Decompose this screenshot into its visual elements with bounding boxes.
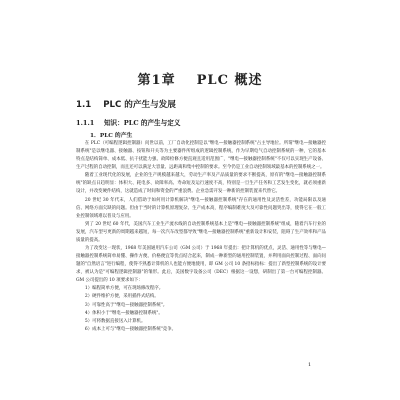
section-heading: [76, 98, 176, 110]
list-item: 5）可将数据直接送入计算机。: [84, 318, 146, 324]
requirements-list: [76, 285, 326, 333]
chapter-title: PLC 概述: [196, 73, 263, 88]
subsection-title: 知识：PLC 的产生与定义: [103, 119, 181, 127]
list-item: 6）成本上可与"继电—接触器控制系统"竞争。: [84, 326, 177, 332]
paragraph: 20 世纪 30 年代末，人们借助于如何用计算机解决"继电—接触器控制系统"存在的通用性及灵活性差，功能局限以及通信、网络方面欠缺的问题。但由于当时的计算机原理复杂、生产成本高，程序编制难度大及可靠性问题突出等，使得它在一般工业控制领域难以普及与应用。: [76, 197, 326, 219]
list-item: 4）体积小于"继电—接触器控制系统"。: [84, 310, 163, 316]
item-heading: 1．PLC 的产生: [90, 133, 133, 139]
paragraph: 在 PLC（可编程逻辑控制器）问世以前，工厂自动化控制是以"继电—接触器控制系统"占主导地位。所谓"继电—接触器控制系统"是以继电器、接触器、按钮和开关等为主要器件所组成的逻辑控制系统，作为早期电气自动控制系统的一种，它的基本特点是结构简单、成本低、抗干扰能力强、故障检修方便直观且适用范围广，"继电—接触器控制系统"不仅可以实现生产设备、生产过程的自动控制，而且还可以满足大容量、远距离和集中控制的要求。至今仍是工业自动控制领域最基本的控制系统之一。: [76, 141, 326, 171]
paragraph: 到了 20 世纪 60 年代，美国汽车工业生产流水线的自动控制系统基本上是"继电—接触器控制系统"组成，随着汽车行业的发展，汽车型号更新的周期越来越短，每一次汽车改型都导致"继电—接触器控制系统"重新设计和安装，阻碍了生产效率和产品质量的提高。: [76, 221, 326, 243]
paragraph: 为了改变这一现状，1968 年美国通用汽车公司（GM 公司）于 1968 年提出：把计算机的优点，灵活、通用性等与继电—接触器控制系统简单易懂、操作方便、价格便宜等优点结合起来，制成一种新型的通用控制装置，并利用面向控制过程、面向问题的"自然语言"进行编程，使得不熟悉计算机的人也能方便地使用，即 GM 公司 10 条招标指标：提出了新型控制系统的设计要求，被认为是"可编程逻辑控制器"的雏形。此后，美国数字设备公司（DEC）根据这一设想，研制出了第一台可编程控制器。GM 公司提出的 10 项要求如下：: [76, 246, 326, 284]
list-item: 3）可靠性高于"继电—接触器控制系统"。: [84, 302, 168, 308]
list-item: 2）硬件维护方便，采用插件式结构。: [84, 294, 159, 300]
chapter-heading: [0, 69, 400, 88]
paragraph: 随着工业现代化的发展，企业的生产规模越来越大，劳动生产率及产品质量的要求不断提高，原有的"继电—接触器控制系统"的缺点日趋明显：体积大、耗电多、故障率高、寿命短及运行速度不高，特别是一旦生产任务和工艺发生变化，就必须重新设计，并改变硬件结构，这就造成了时间和资金的严重浪费。企业急需开发一种新的控制装置来代替它。: [76, 173, 326, 195]
body-text: [76, 140, 326, 334]
section-number: 1.1: [76, 100, 92, 110]
subsection-number: 1.1.1: [76, 119, 95, 127]
chapter-number: 第1章: [137, 73, 176, 88]
subsection-heading: [76, 117, 180, 127]
section-title: PLC 的产生与发展: [103, 100, 176, 110]
list-item: 1）编程简单方便，可在现场修改程序。: [84, 286, 164, 292]
page-number: 1: [308, 362, 312, 368]
